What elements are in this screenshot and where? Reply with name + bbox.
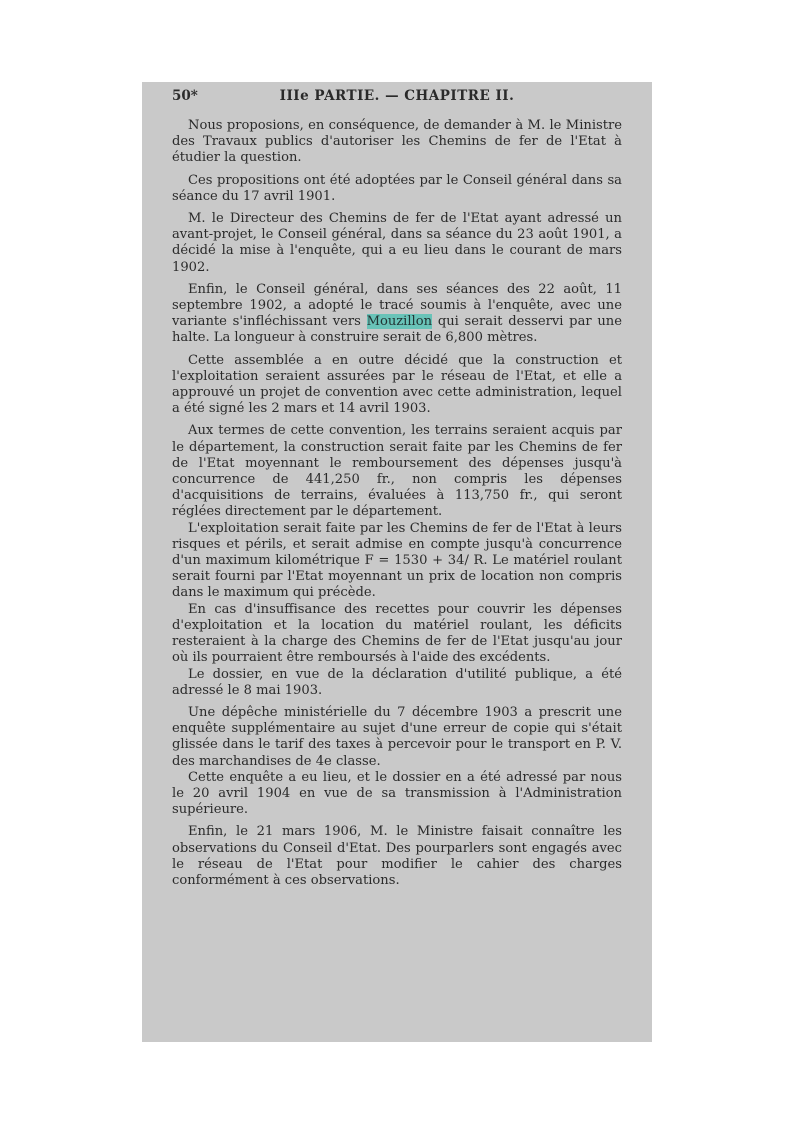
paragraph-11: Cette enquête a eu lieu, et le dossier en a été adressé par nous le 20 avril 1904 en vue de sa transmission à l'Administration supérieure. [172, 769, 622, 818]
paragraph-3: M. le Directeur des Chemins de fer de l'Etat ayant adressé un avant-projet, le Conseil général, dans sa séance du 23 août 1901, a décidé la mise à l'enquête, qui a eu lieu dans le courant de mars 1902. [172, 211, 622, 275]
highlighted-word-mouzillon: Mouzillon [366, 314, 433, 330]
paragraph-4-before: Enfin, le Conseil général, dans ses séances des 22 août, 11 septembre 1902, a adopté le tracé soumis à l'enquête, avec une variante s'infléchissant vers [172, 281, 622, 330]
paragraph-4-after: qui serait desservi par une halte. La longueur à construire serait de 6,800 mètres. [172, 314, 622, 346]
paragraph-1: Nous proposions, en conséquence, de demander à M. le Ministre des Travaux publics d'autoriser les Chemins de fer de l'Etat à étudier la question. [172, 118, 622, 166]
page-header [172, 88, 622, 104]
page-number: 50* [172, 88, 198, 104]
paragraph-8: En cas d'insuffisance des recettes pour couvrir les dépenses d'exploitation et la location du matériel roulant, les déficits resteraient à la charge des Chemins de fer de l'Etat jusqu'au jour où ils pourraient être remboursés à l'aide des excédents. [172, 601, 622, 666]
chapter-title: IIIe PARTIE. — CHAPITRE II. [279, 88, 515, 104]
paragraph-10: Une dépêche ministérielle du 7 décembre 1903 a prescrit une enquête supplémentaire au sujet d'une erreur de copie qui s'était glissée dans le tarif des taxes à percevoir pour le transport en P. V. des marchandises de 4e classe. [172, 704, 622, 769]
paragraph-7: L'exploitation serait faite par les Chemins de fer de l'Etat à leurs risques et périls, et serait admise en compte jusqu'à concurrence d'un maximum kilométrique F = 1530 + 34/ R. Le matériel roulant serait fourni par l'Etat moyennant un prix de location non compris dans le maximum qui précède. [172, 520, 622, 601]
scanned-page [142, 82, 652, 1042]
paragraph-2: Ces propositions ont été adoptées par le Conseil général dans sa séance du 17 avril 1901. [172, 172, 622, 204]
paragraph-9: Le dossier, en vue de la déclaration d'utilité publique, a été adressé le 8 mai 1903. [172, 666, 622, 698]
paragraph-12: Enfin, le 21 mars 1906, M. le Ministre faisait connaître les observations du Conseil d'Etat. Des pourparlers sont engagés avec le réseau de l'Etat pour modifier le cahier des charges conformément à ces observations. [172, 824, 622, 888]
paragraph-4 [172, 282, 622, 347]
paragraph-6: Aux termes de cette convention, les terrains seraient acquis par le département, la construction serait faite par les Chemins de fer de l'Etat moyennant le remboursement des dépenses jusqu'à concurrence de 441,250 fr., non compris les dépenses d'acquisitions de terrains, évaluées à 113,750 fr., qui seront réglées directement par le département. [172, 423, 622, 520]
paragraph-5: Cette assemblée a en outre décidé que la construction et l'exploitation seraient assurées par le réseau de l'Etat, et elle a approuvé un projet de convention avec cette administration, lequel a été signé les 2 mars et 14 avril 1903. [172, 352, 622, 417]
